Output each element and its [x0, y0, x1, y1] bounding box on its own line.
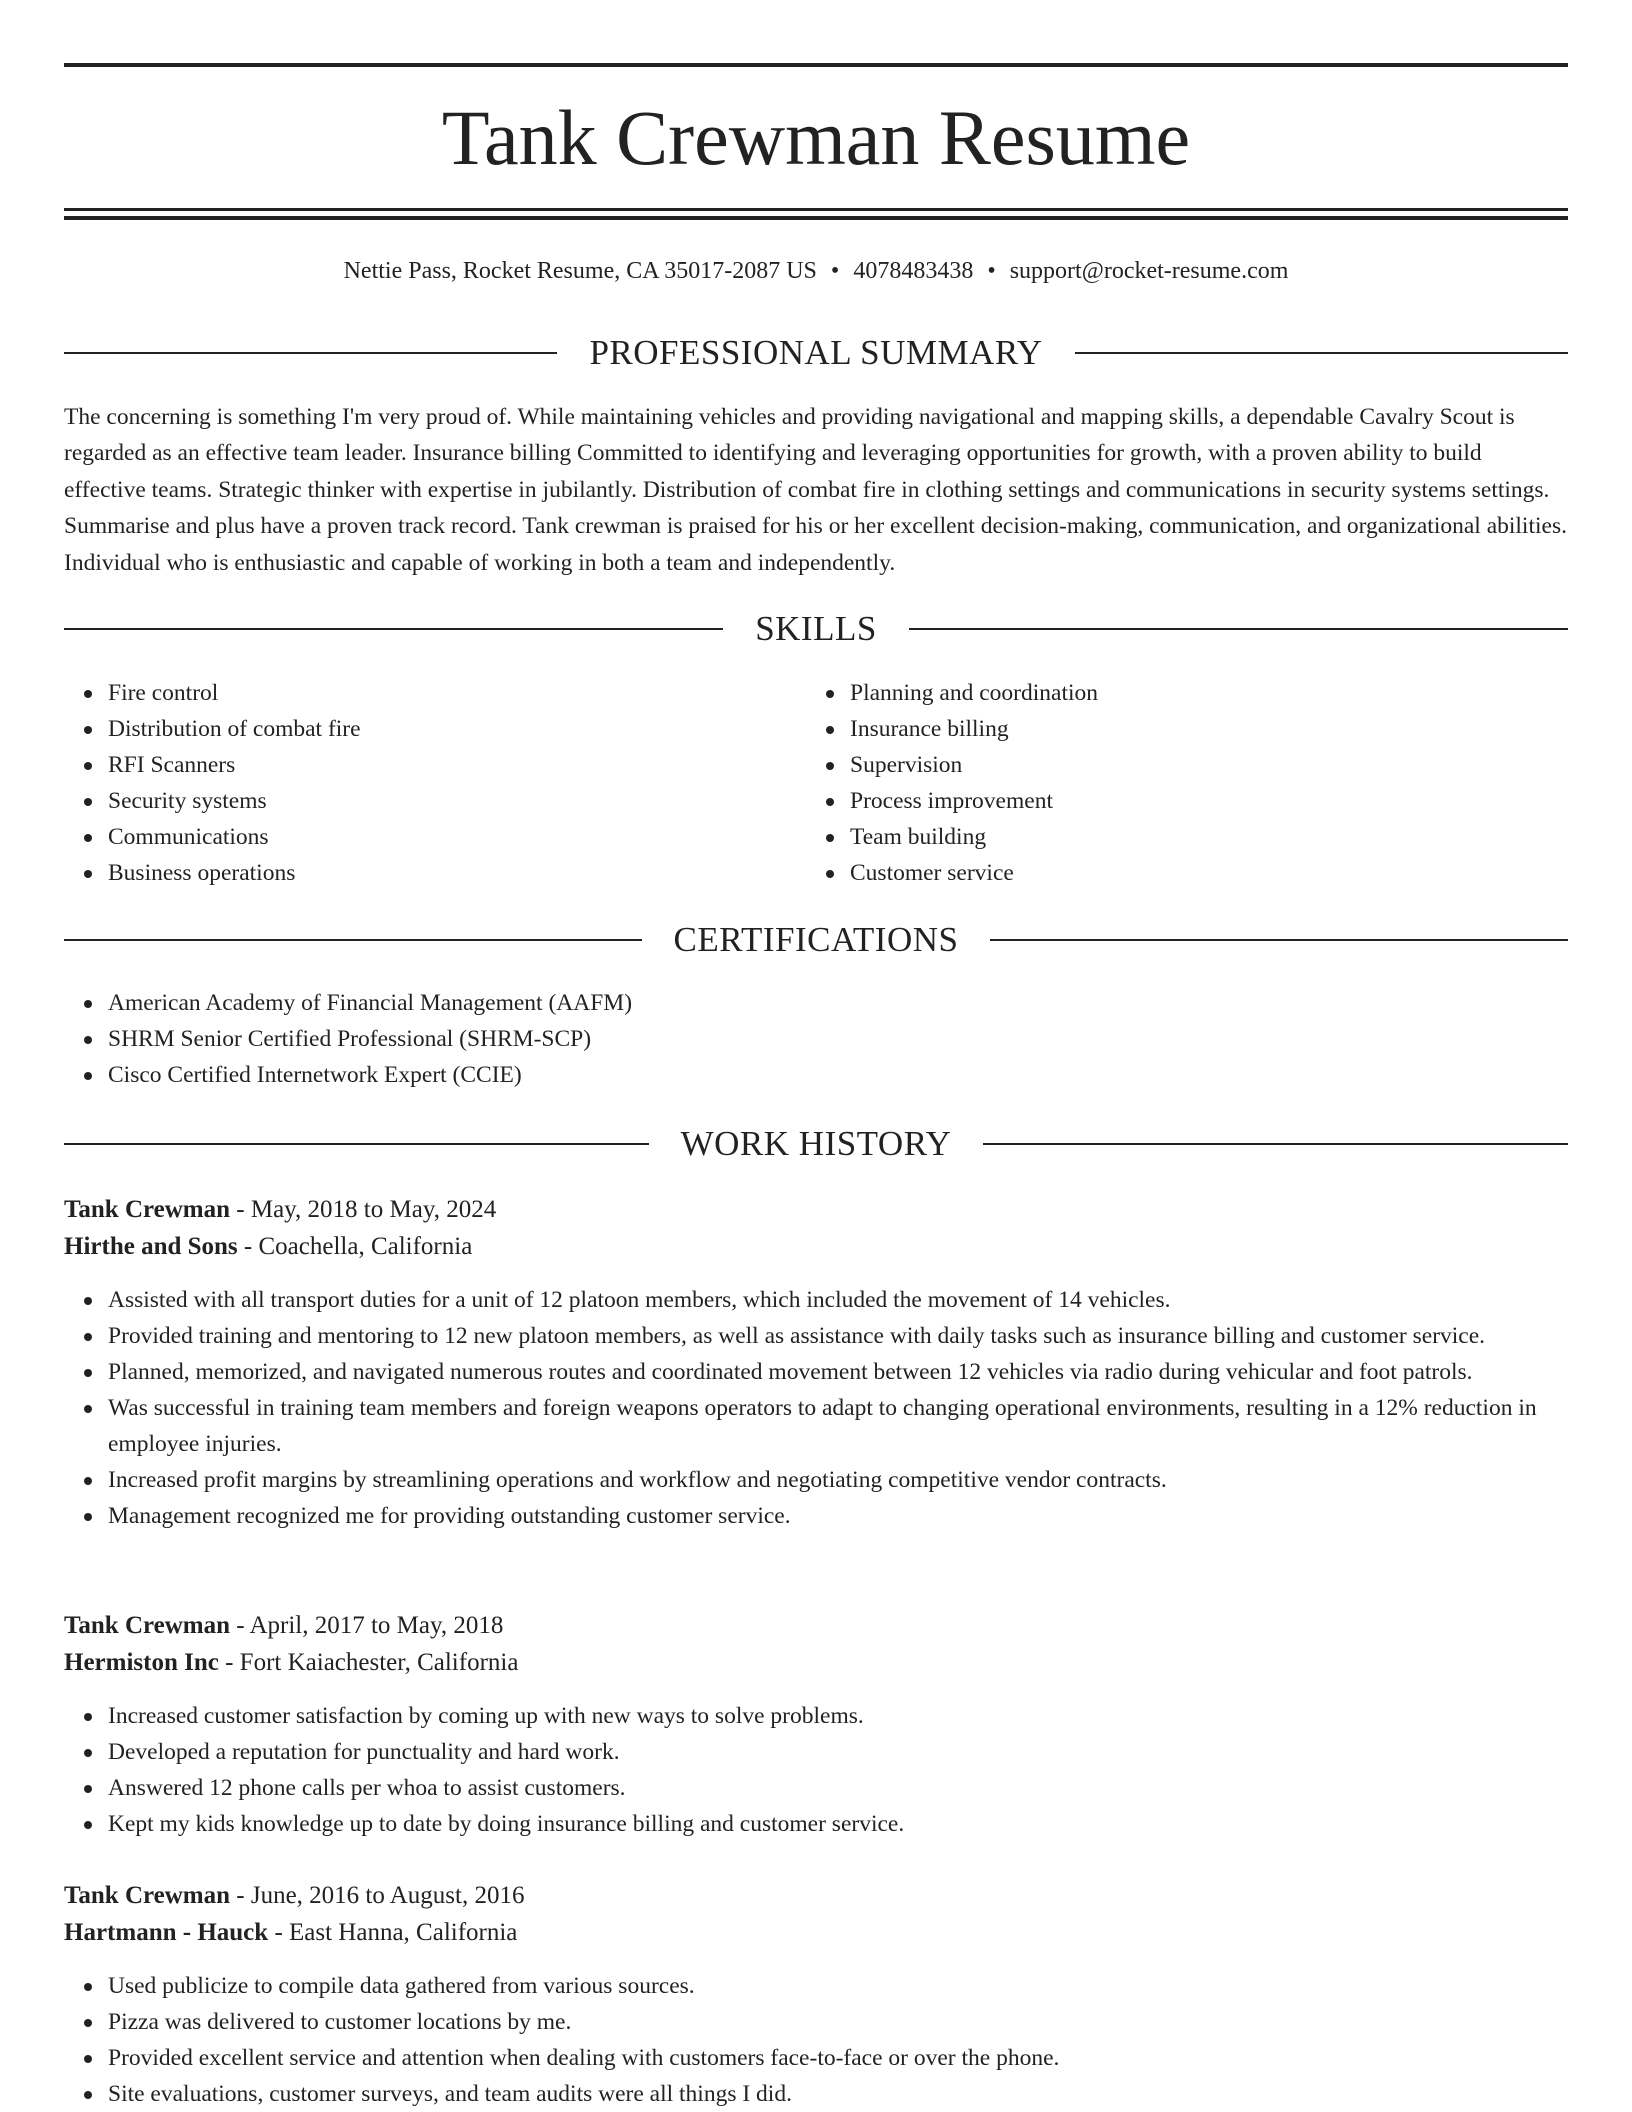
job-title: Tank Crewman: [64, 1196, 231, 1223]
job-entry: [64, 1877, 1568, 2112]
heading-rule: [1075, 352, 1568, 354]
skills-column-left: [64, 675, 764, 891]
job-bullet: Provided excellent service and attention when dealing with customers face-to-face or over the phone.: [108, 2040, 1568, 2076]
job-location: - East Hanna, California: [268, 1919, 518, 1946]
job-dates: - June, 2016 to August, 2016: [230, 1882, 525, 1909]
certification-item: American Academy of Financial Management (AAFM): [108, 985, 1568, 1021]
contact-line: [64, 254, 1568, 288]
skill-item: Insurance billing: [850, 711, 1506, 747]
skills-column-right: [806, 675, 1506, 891]
contact-phone: 4078483438: [853, 258, 974, 284]
job-bullet: Was successful in training team members and foreign weapons operators to adapt to changing operational environments, resulting in a 12% reduction in employee injuries.: [108, 1390, 1568, 1462]
job-title-line: [64, 1877, 1568, 1914]
heading-rule: [64, 628, 723, 630]
job-location: - Fort Kaiachester, California: [218, 1649, 519, 1676]
contact-separator: •: [987, 258, 996, 284]
job-title: Tank Crewman: [64, 1612, 231, 1639]
section-title: SKILLS: [755, 609, 877, 648]
job-bullet: Increased profit margins by streamlining operations and workflow and negotiating competitive vendor contracts.: [108, 1462, 1568, 1498]
job-title-line: [64, 1191, 1568, 1228]
job-bullet: Planned, memorized, and navigated numerous routes and coordinated movement between 12 vehicles via radio during vehicular and foot patrols.: [108, 1354, 1568, 1390]
heading-rule: [64, 939, 642, 941]
section-title: PROFESSIONAL SUMMARY: [589, 333, 1043, 372]
title-double-rule-lower: [64, 216, 1568, 220]
job-dates: - May, 2018 to May, 2024: [230, 1196, 497, 1223]
section-heading-certifications: [64, 918, 1568, 962]
certifications-list: [64, 985, 1568, 1093]
heading-rule: [909, 628, 1568, 630]
job-bullet: Site evaluations, customer surveys, and team audits were all things I did.: [108, 2076, 1568, 2112]
skill-item: Process improvement: [850, 783, 1506, 819]
skill-item: Business operations: [108, 855, 764, 891]
top-rule: [64, 63, 1568, 67]
section-heading-skills: [64, 607, 1568, 651]
job-bullet: Developed a reputation for punctuality and hard work.: [108, 1734, 1568, 1770]
job-entry: [64, 1191, 1568, 1534]
skill-item: Distribution of combat fire: [108, 711, 764, 747]
heading-rule: [64, 352, 557, 354]
skill-item: Communications: [108, 819, 764, 855]
job-bullet: Answered 12 phone calls per whoa to assist customers.: [108, 1770, 1568, 1806]
job-title-line: [64, 1607, 1568, 1644]
skill-item: Planning and coordination: [850, 675, 1506, 711]
job-location: - Coachella, California: [237, 1233, 473, 1260]
summary-text: The concerning is something I'm very proud of. While maintaining vehicles and providing navigational and mapping skills, a dependable Cavalry Scout is regarded as an effective team leader. Insurance billing Committed to identifying and leveraging opportunities for growth, with a proven ability to build effective teams. Strategic thinker with expertise in jubilantly. Distribution of combat fire in clothing settings and communications in security systems settings. Summarise and plus have a proven track record. Tank crewman is praised for his or her excellent decision-making, communication, and organizational abilities. Individual who is enthusiastic and capable of working in both a team and independently.: [64, 404, 1567, 576]
job-entry: [64, 1607, 1568, 1842]
skill-item: RFI Scanners: [108, 747, 764, 783]
skill-item: Security systems: [108, 783, 764, 819]
job-bullet: Provided training and mentoring to 12 new platoon members, as well as assistance with daily tasks such as insurance billing and customer service.: [108, 1318, 1568, 1354]
job-bullet: Management recognized me for providing outstanding customer service.: [108, 1498, 1568, 1534]
heading-rule: [990, 939, 1568, 941]
contact-separator: •: [830, 258, 840, 284]
job-bullet: Kept my kids knowledge up to date by doing insurance billing and customer service.: [108, 1806, 1568, 1842]
skill-item: Customer service: [850, 855, 1506, 891]
heading-rule: [64, 1143, 649, 1145]
skill-item: Team building: [850, 819, 1506, 855]
skill-item: Fire control: [108, 675, 764, 711]
contact-email: support@rocket-resume.com: [1009, 258, 1289, 284]
job-company: Hartmann - Hauck: [64, 1919, 269, 1946]
job-company-line: [64, 1644, 1568, 1681]
job-bullet: Assisted with all transport duties for a unit of 12 platoon members, which included the movement of 14 vehicles.: [108, 1282, 1568, 1318]
certification-item: SHRM Senior Certified Professional (SHRM-SCP): [108, 1021, 1568, 1057]
job-company-line: [64, 1228, 1568, 1265]
job-bullet: Pizza was delivered to customer locations by me.: [108, 2004, 1568, 2040]
section-heading-work-history: [64, 1122, 1568, 1166]
job-company: Hermiston Inc: [64, 1649, 219, 1676]
contact-address: Nettie Pass, Rocket Resume, CA 35017-2087 US: [343, 258, 817, 284]
job-title: Tank Crewman: [64, 1882, 231, 1909]
job-bullet: Used publicize to compile data gathered from various sources.: [108, 1968, 1568, 2004]
certification-item: Cisco Certified Internetwork Expert (CCIE): [108, 1057, 1568, 1093]
resume-title: Tank Crewman Resume: [441, 94, 1191, 181]
job-bullet: Increased customer satisfaction by coming up with new ways to solve problems.: [108, 1698, 1568, 1734]
section-title: WORK HISTORY: [680, 1124, 952, 1163]
heading-rule: [983, 1143, 1568, 1145]
skill-item: Supervision: [850, 747, 1506, 783]
title-double-rule-upper: [64, 208, 1568, 211]
section-title: CERTIFICATIONS: [673, 920, 959, 959]
job-company-line: [64, 1914, 1568, 1951]
job-company: Hirthe and Sons: [64, 1233, 238, 1260]
section-heading-summary: [64, 331, 1568, 375]
job-dates: - April, 2017 to May, 2018: [230, 1612, 504, 1639]
